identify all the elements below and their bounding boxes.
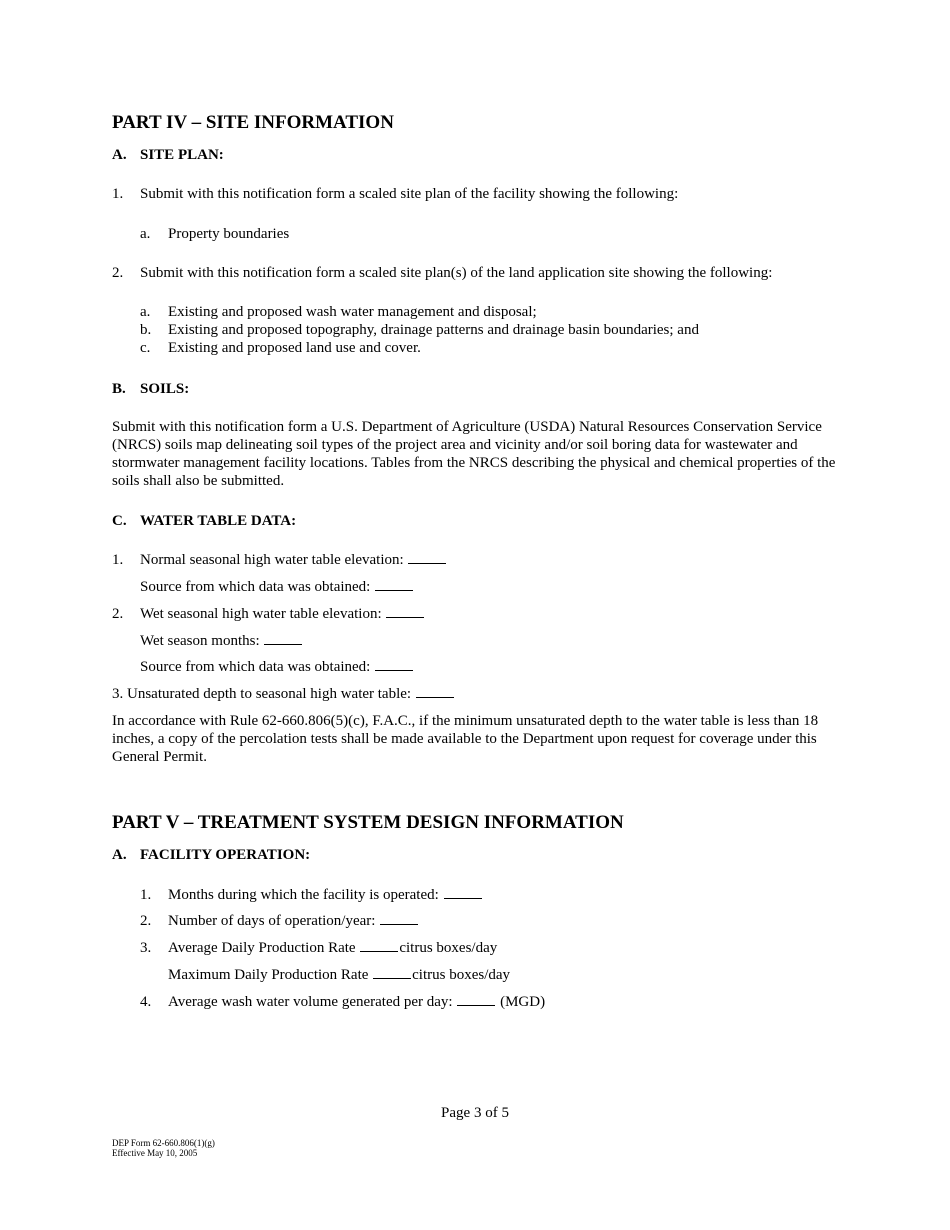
average-production-rate-field[interactable]	[360, 939, 398, 952]
site-plan-item-2: 2. Submit with this notification form a scaled site plan(s) of the land application site showing the following:	[112, 265, 773, 281]
facility-item-2: 2. Number of days of operation/year:	[140, 912, 419, 930]
facility-item-4: 4. Average wash water volume generated per day: (MGD)	[140, 994, 546, 1010]
site-plan-item-2c: c. Existing and proposed land use and cover.	[140, 340, 421, 356]
form-number: DEP Form 62-660.806(1)(g)	[112, 1138, 215, 1148]
soils-heading: B. SOILS:	[112, 381, 190, 397]
water-table-item-1: 1. Normal seasonal high water table elevation:	[112, 551, 447, 569]
part4-title: PART IV – SITE INFORMATION	[112, 112, 394, 133]
site-plan-heading: A. SITE PLAN:	[112, 147, 224, 163]
wet-season-months-field[interactable]	[264, 632, 302, 645]
site-plan-item-1: 1. Submit with this notification form a scaled site plan of the facility showing the following:	[112, 186, 679, 202]
water-table-item-2-months: Wet season months:	[140, 632, 303, 650]
site-plan-item-2a: a. Existing and proposed wash water management and disposal;	[140, 304, 537, 320]
months-operated-field[interactable]	[444, 886, 482, 899]
water-table-item-3: 3. Unsaturated depth to seasonal high water table:	[112, 685, 455, 703]
effective-date: Effective May 10, 2005	[112, 1148, 198, 1158]
form-identifier	[112, 1138, 215, 1158]
facility-item-1: 1. Months during which the facility is operated:	[140, 886, 483, 904]
water-table-item-2-source: Source from which data was obtained:	[140, 658, 414, 676]
water-table-heading: C. WATER TABLE DATA:	[112, 513, 297, 529]
page-number: Page 3 of 5	[441, 1105, 509, 1121]
wet-water-table-elevation-field[interactable]	[386, 605, 424, 618]
soils-text: Submit with this notification form a U.S. Department of Agriculture (USDA) Natural Resources Conservation Service (NRCS) soils map delineating soil types of the project area and vicinity and/or soil boring data for wastewater and stormwater management facility locations. Tables from the NRCS describing the physical and chemical properties of the soils shall also be submitted.	[112, 419, 836, 489]
normal-water-table-elevation-field[interactable]	[408, 551, 446, 564]
water-table-item-2: 2. Wet seasonal high water table elevation:	[112, 605, 425, 623]
facility-operation-heading: A. FACILITY OPERATION:	[112, 847, 311, 863]
part5-title: PART V – TREATMENT SYSTEM DESIGN INFORMATION	[112, 812, 624, 833]
facility-item-3b: Maximum Daily Production Rate citrus boxes/day	[168, 967, 511, 983]
facility-item-3: 3. Average Daily Production Rate citrus boxes/day	[140, 940, 498, 956]
normal-water-table-source-field[interactable]	[375, 578, 413, 591]
wet-water-table-source-field[interactable]	[375, 658, 413, 671]
water-table-note: In accordance with Rule 62-660.806(5)(c), F.A.C., if the minimum unsaturated depth to the water table is less than 18 inches, a copy of the percolation tests shall be made available to the Department upon request for coverage under this General Permit.	[112, 713, 819, 765]
maximum-production-rate-field[interactable]	[373, 966, 411, 979]
site-plan-item-1a: a. Property boundaries	[140, 226, 290, 242]
days-of-operation-field[interactable]	[380, 912, 418, 925]
water-table-item-1-source: Source from which data was obtained:	[140, 578, 414, 596]
wash-water-volume-field[interactable]	[457, 993, 495, 1006]
site-plan-item-2b: b. Existing and proposed topography, drainage patterns and drainage basin boundaries; and	[140, 322, 699, 338]
unsaturated-depth-field[interactable]	[416, 685, 454, 698]
